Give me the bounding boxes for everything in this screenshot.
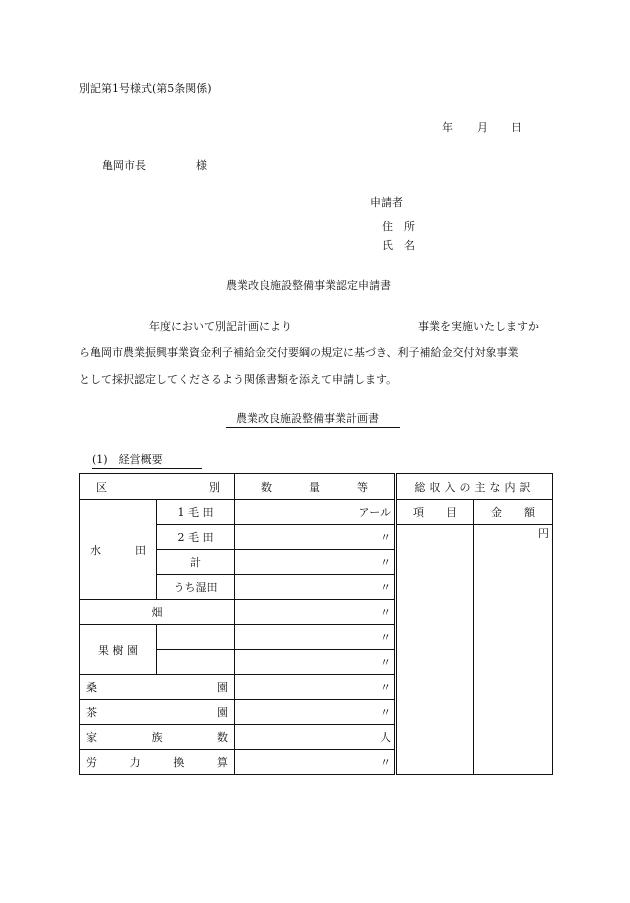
body-line-1b: 事業を実施いたしますか xyxy=(418,320,539,333)
header-income-breakdown: 総収入の主な内訳 xyxy=(396,474,553,500)
family-count-unit: 人 xyxy=(235,725,396,750)
table-header-row xyxy=(80,474,553,500)
body-line-3: として採択認定してくださるよう関係書類を添えて申請します。 xyxy=(79,373,398,386)
header-category: 区 別 xyxy=(80,474,235,500)
orchard-label: 果 樹 園 xyxy=(80,625,157,675)
document-title: 農業改良施設整備事業認定申請書 xyxy=(226,279,391,292)
applicant-address-label: 住 所 xyxy=(382,220,415,233)
body-line-1a: 年度において別記計画により xyxy=(149,320,292,333)
applicant-label: 申請者 xyxy=(370,196,403,209)
paddy-row-label: 1 毛 田 xyxy=(157,500,235,525)
addressee-honorific: 様 xyxy=(196,159,207,172)
form-header: 別記第1号様式(第5条関係) xyxy=(79,82,212,95)
applicant-name-label: 氏 名 xyxy=(382,239,415,252)
orchard-subcell xyxy=(157,625,235,650)
body-line-2: ら亀岡市農業振興事業資金利子補給金交付要綱の規定に基づき、利子補給金交付対象事業 xyxy=(79,346,519,359)
section-1-heading: (1) 経営概要 xyxy=(92,451,202,469)
paddy-row-unit: 〃 xyxy=(235,525,396,550)
paddy-row-label: 計 xyxy=(157,550,235,575)
header-quantity: 数 量 等 xyxy=(235,474,396,500)
date-day-label: 日 xyxy=(511,121,522,134)
paddy-row-unit: アール xyxy=(235,500,396,525)
mulberry-label: 桑 園 xyxy=(80,675,235,700)
field-unit: 〃 xyxy=(235,600,396,625)
field-label: 畑 xyxy=(80,600,235,625)
business-overview-table xyxy=(79,473,553,775)
mulberry-unit: 〃 xyxy=(235,675,396,700)
labor-conversion-label: 労 力 換 算 xyxy=(80,750,235,775)
paddy-row-label: 2 毛 田 xyxy=(157,525,235,550)
paddy-row-unit: 〃 xyxy=(235,575,396,600)
orchard-subcell xyxy=(157,650,235,675)
subheader-item: 項 目 xyxy=(396,500,474,525)
yen-unit: 円 xyxy=(538,527,549,540)
tea-label: 茶 園 xyxy=(80,700,235,725)
date-year-label: 年 xyxy=(442,121,453,134)
orchard-unit: 〃 xyxy=(235,625,396,650)
addressee-name: 亀岡市長 xyxy=(102,159,146,172)
paddy-label: 水 田 xyxy=(80,500,157,600)
subheader-amount: 金 額 xyxy=(474,500,553,525)
plan-title: 農業改良施設整備事業計画書 xyxy=(226,410,400,428)
tea-unit: 〃 xyxy=(235,700,396,725)
income-amount-cell xyxy=(474,525,553,775)
orchard-unit: 〃 xyxy=(235,650,396,675)
date-month-label: 月 xyxy=(477,121,488,134)
paddy-row-label: うち湿田 xyxy=(157,575,235,600)
labor-conversion-unit: 〃 xyxy=(235,750,396,775)
table-row-paddy-1 xyxy=(80,500,553,525)
paddy-row-unit: 〃 xyxy=(235,550,396,575)
income-item-cell xyxy=(396,525,474,775)
family-count-label: 家 族 数 xyxy=(80,725,235,750)
